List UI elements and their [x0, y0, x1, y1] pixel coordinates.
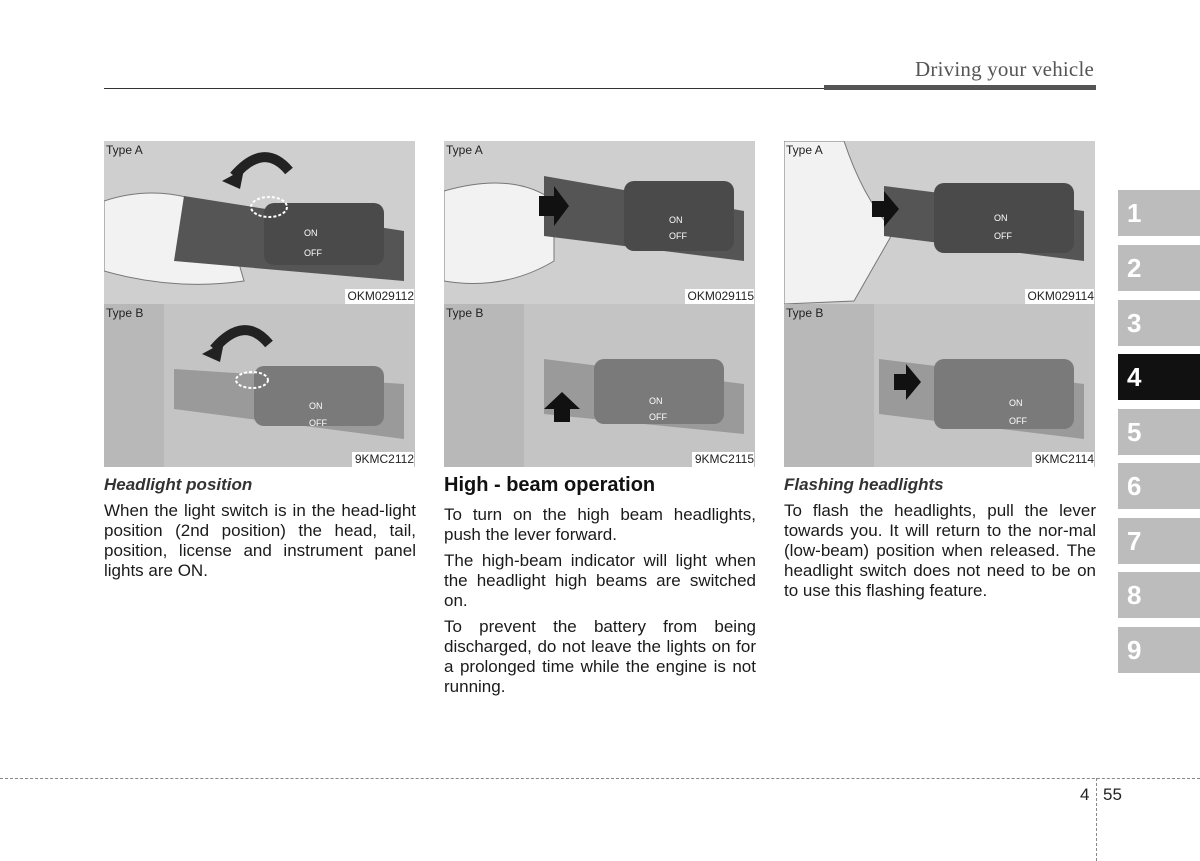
figure-code: OKM029112: [345, 289, 415, 304]
figure-type-label: Type B: [446, 306, 484, 320]
footer-rule: [0, 778, 1200, 779]
chapter-tab-8[interactable]: 8: [1118, 572, 1200, 618]
svg-text:OFF: OFF: [1009, 416, 1027, 426]
paragraph: When the light switch is in the head-light position (2nd position) the head, tail, position, license and instrument panel lights are ON.: [104, 501, 416, 580]
lever-illustration: [104, 141, 415, 304]
figure-high-beam-type-a: [444, 141, 755, 304]
svg-text:ON: ON: [669, 215, 683, 225]
figure-code: 9KMC2115: [692, 452, 754, 467]
figure-type-label: Type A: [786, 143, 823, 157]
paragraph: To prevent the battery from being discharged, do not leave the lights on for a prolonged time while the engine is not running.: [444, 617, 756, 696]
svg-text:OFF: OFF: [309, 418, 327, 428]
figure-type-label: Type B: [786, 306, 824, 320]
svg-text:OFF: OFF: [669, 231, 687, 241]
figure-code: 9KMC2114: [1032, 452, 1094, 467]
figure-flashing-type-b: [784, 304, 1095, 467]
lever-illustration: [104, 304, 415, 467]
chapter-tab-9[interactable]: 9: [1118, 627, 1200, 673]
figure-code: 9KMC2112: [352, 452, 414, 467]
svg-text:ON: ON: [994, 213, 1008, 223]
chapter-tab-7[interactable]: 7: [1118, 518, 1200, 564]
section-heading-flashing: Flashing headlights: [784, 475, 944, 494]
figure-code: OKM029114: [1025, 289, 1095, 304]
footer-page-number: 55: [1103, 785, 1122, 804]
lever-illustration: [784, 304, 1095, 467]
chapter-tab-6[interactable]: 6: [1118, 463, 1200, 509]
paragraph: To turn on the high beam headlights, push the lever forward.: [444, 505, 756, 544]
figure-type-label: Type B: [106, 306, 144, 320]
figure-headlight-type-b: [104, 304, 415, 467]
header-accent-bar: [824, 85, 1096, 90]
figure-headlight-type-a: [104, 141, 415, 304]
section-heading-high-beam: High - beam operation: [444, 474, 656, 496]
paragraph: The high-beam indicator will light when the headlight high beams are switched on.: [444, 551, 756, 610]
chapter-tab-1[interactable]: 1: [1118, 190, 1200, 236]
svg-text:OFF: OFF: [994, 231, 1012, 241]
svg-text:ON: ON: [304, 228, 318, 238]
figure-type-label: Type A: [106, 143, 143, 157]
svg-text:ON: ON: [649, 396, 663, 406]
lever-illustration: [444, 304, 755, 467]
lever-illustration: [444, 141, 755, 304]
chapter-tab-4[interactable]: 4: [1118, 354, 1200, 400]
chapter-tab-5[interactable]: 5: [1118, 409, 1200, 455]
svg-text:OFF: OFF: [304, 248, 322, 258]
svg-text:ON: ON: [1009, 398, 1023, 408]
page-header-title: Driving your vehicle: [915, 57, 1094, 81]
paragraph: To flash the headlights, pull the lever towards you. It will return to the nor-mal (low-beam) position when released. The headlight switch does not need to be on to use this flashing feature.: [784, 501, 1096, 600]
chapter-tab-2[interactable]: 2: [1118, 245, 1200, 291]
section-heading-headlight-position: Headlight position: [104, 475, 253, 494]
footer-chapter-number: 4: [1080, 785, 1090, 804]
svg-text:ON: ON: [309, 401, 323, 411]
svg-text:OFF: OFF: [649, 412, 667, 422]
figure-code: OKM029115: [685, 289, 755, 304]
figure-flashing-type-a: [784, 141, 1095, 304]
figure-high-beam-type-b: [444, 304, 755, 467]
footer-divider: [1096, 778, 1097, 861]
lever-illustration: [784, 141, 1095, 304]
figure-type-label: Type A: [446, 143, 483, 157]
chapter-tab-3[interactable]: 3: [1118, 300, 1200, 346]
